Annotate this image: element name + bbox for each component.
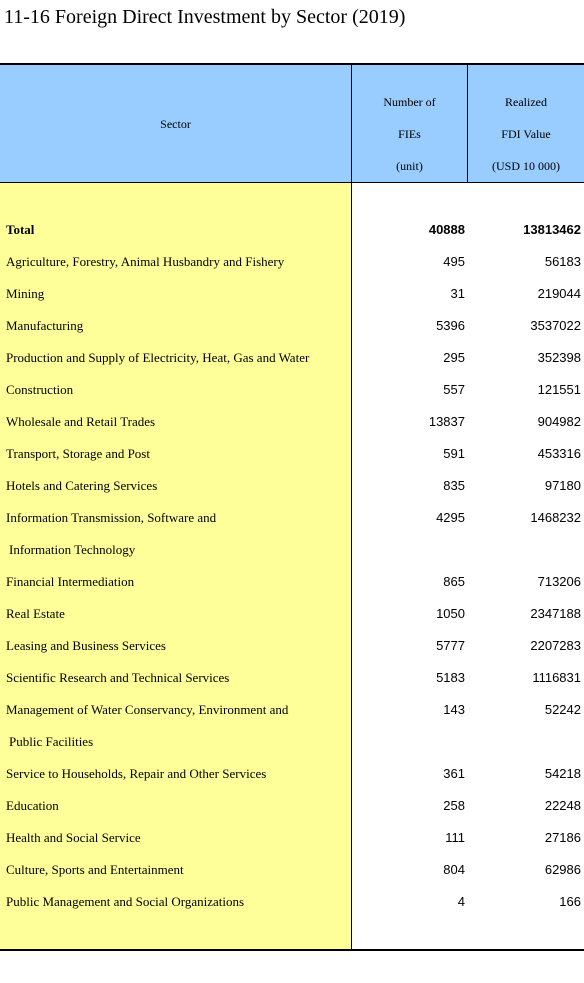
row-label: Total — [6, 222, 35, 237]
row-fies: 804 — [443, 862, 465, 877]
row-fies: 835 — [443, 478, 465, 493]
row-fdi: 54218 — [544, 766, 581, 781]
row-fdi: 453316 — [537, 446, 581, 461]
row-fies: 591 — [443, 446, 465, 461]
row-fies: 5777 — [436, 638, 465, 653]
row-label: Information Transmission, Software and — [6, 510, 217, 525]
row-label: Production and Supply of Electricity, Heat, Gas and Water — [6, 350, 310, 365]
row-fdi: 22248 — [544, 798, 581, 813]
row-label: Manufacturing — [6, 318, 84, 333]
row-fdi: 166 — [559, 894, 581, 909]
row-fdi: 13813462 — [523, 222, 581, 237]
row-fies: 40888 — [428, 222, 465, 237]
row-fies: 31 — [450, 286, 465, 301]
row-fies: 111 — [445, 830, 465, 845]
row-label-continued: Information Technology — [9, 542, 136, 557]
row-fdi: 2207283 — [530, 638, 581, 653]
row-fdi: 904982 — [537, 414, 581, 429]
header-fdi-line-1: Realized — [505, 95, 547, 109]
row-label: Real Estate — [6, 606, 65, 621]
row-fies: 5396 — [436, 318, 465, 333]
row-label: Wholesale and Retail Trades — [6, 414, 156, 429]
page-title: 11-16 Foreign Direct Investment by Sector (2019) — [4, 6, 406, 28]
row-fdi: 121551 — [537, 382, 581, 397]
row-label: Service to Households, Repair and Other Services — [6, 766, 267, 781]
row-label: Leasing and Business Services — [6, 638, 166, 653]
row-fies: 361 — [443, 766, 465, 781]
row-fdi: 219044 — [537, 286, 581, 301]
row-fdi: 56183 — [544, 254, 581, 269]
row-fdi: 1468232 — [530, 510, 581, 525]
row-label: Culture, Sports and Entertainment — [6, 862, 184, 877]
header-fdi-line-3: (USD 10 000) — [492, 159, 560, 173]
row-label: Education — [6, 798, 59, 813]
row-fies: 143 — [443, 702, 465, 717]
row-fdi: 2347188 — [530, 606, 581, 621]
row-label: Mining — [6, 286, 45, 301]
row-fdi: 27186 — [544, 830, 581, 845]
header-fies-line-1: Number of — [383, 95, 436, 109]
row-fdi: 352398 — [537, 350, 581, 365]
row-fdi: 97180 — [544, 478, 581, 493]
header-sector: Sector — [160, 117, 191, 131]
row-fies: 5183 — [436, 670, 465, 685]
row-label-continued: Public Facilities — [9, 734, 94, 749]
row-fdi: 62986 — [544, 862, 581, 877]
header-fdi — [468, 86, 584, 182]
row-fies: 1050 — [436, 606, 465, 621]
row-label: Public Management and Social Organizations — [6, 894, 245, 909]
row-label: Health and Social Service — [6, 830, 141, 845]
row-label: Hotels and Catering Services — [6, 478, 158, 493]
row-fdi: 1116831 — [532, 670, 581, 685]
row-fies: 557 — [443, 382, 465, 397]
row-fdi: 52242 — [544, 702, 581, 717]
row-label: Transport, Storage and Post — [6, 446, 150, 461]
row-label: Agriculture, Forestry, Animal Husbandry and Fishery — [6, 254, 285, 269]
row-label: Financial Intermediation — [6, 574, 135, 589]
header-fdi-line-2: FDI Value — [501, 127, 551, 141]
row-fies: 865 — [443, 574, 465, 589]
row-fdi: 3537022 — [530, 318, 581, 333]
row-fies: 4295 — [436, 510, 465, 525]
row-label: Construction — [6, 382, 74, 397]
header-fies-line-2: FIEs — [398, 127, 421, 141]
row-fdi: 713206 — [537, 574, 581, 589]
column-divider-1 — [351, 65, 352, 949]
row-fies: 4 — [457, 894, 465, 909]
row-fies: 495 — [443, 254, 465, 269]
header-fies — [352, 86, 467, 182]
row-label: Management of Water Conservancy, Environment and — [6, 702, 289, 717]
table-bottom-rule — [0, 949, 584, 951]
row-fies: 13837 — [428, 414, 465, 429]
row-fies: 258 — [443, 798, 465, 813]
row-label: Scientific Research and Technical Services — [6, 670, 230, 685]
header-fies-line-3: (unit) — [396, 159, 423, 173]
row-fies: 295 — [443, 350, 465, 365]
